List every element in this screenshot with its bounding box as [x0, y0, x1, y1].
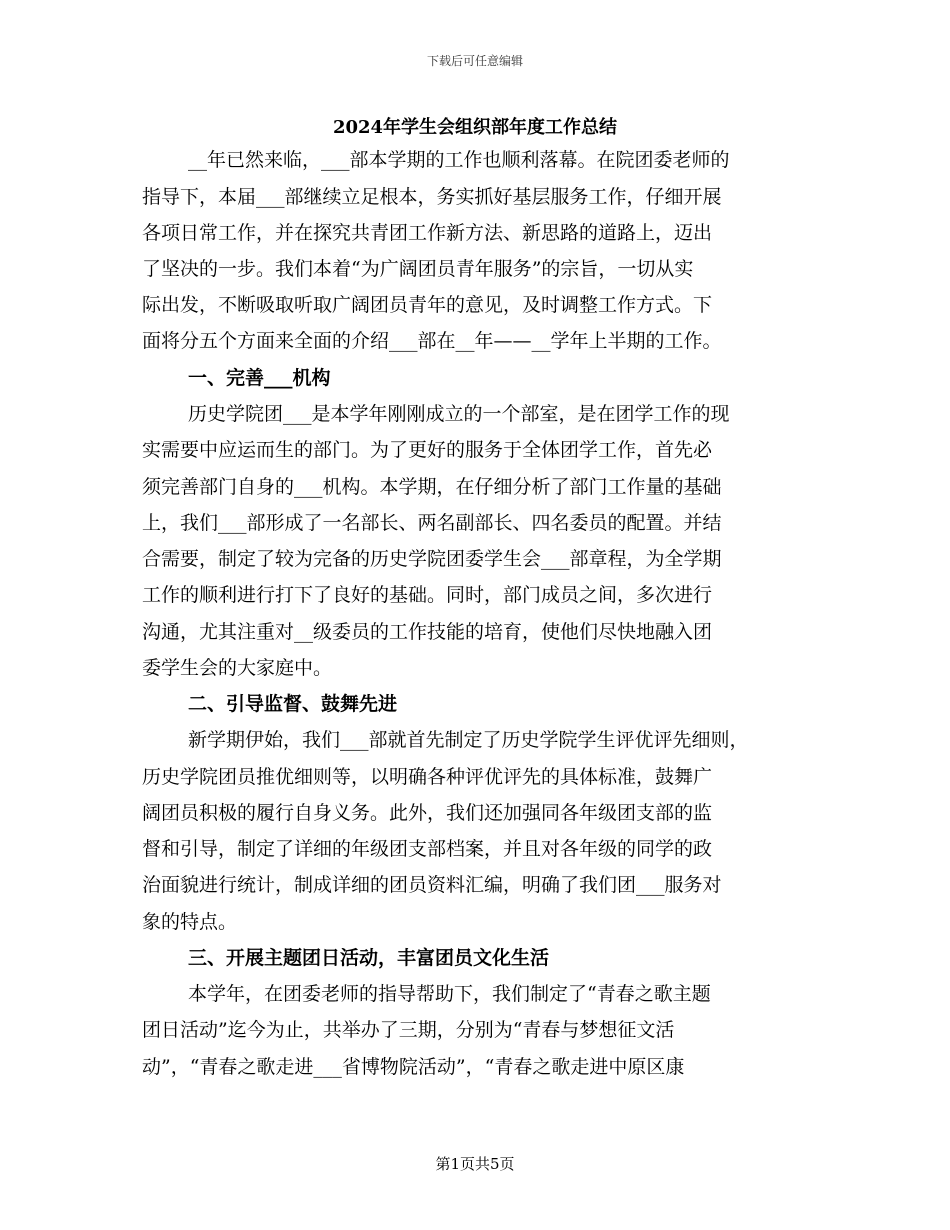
paragraph-line: 指导下，本届___部继续立足根本，务实抓好基层服务工作，仔细开展: [142, 186, 722, 208]
page-header: 下载后可任意编辑: [426, 54, 523, 68]
paragraph-line: 了坚决的一步。我们本着“为广阔团员青年服务”的宗旨，一切从实: [142, 258, 694, 280]
paragraph-line: 沟通，尤其注重对__级委员的工作技能的培育，使他们尽快地融入团: [142, 621, 713, 643]
paragraph-line: 象的特点。: [142, 911, 238, 933]
paragraph-line: 督和引导，制定了详细的年级团支部档案，并且对各年级的同学的政: [142, 838, 713, 860]
paragraph-line: 治面貌进行统计，制成详细的团员资料汇编，明确了我们团___服务对: [142, 874, 722, 896]
section-heading: 一、完善___机构: [188, 367, 331, 389]
paragraph-line: 阔团员积极的履行自身义务。此外，我们还加强同各年级团支部的监: [142, 802, 713, 824]
paragraph-line: 委学生会的大家庭中。: [142, 657, 333, 679]
paragraph-line: 合需要，制定了较为完备的历史学院团委学生会___部章程，为全学期: [142, 548, 722, 570]
paragraph-line: 动”，“青春之歌走进___省博物院活动”，“青春之歌走进中原区康: [142, 1056, 685, 1078]
paragraph-line: 上，我们___部形成了一名部长、两名副部长、四名委员的配置。并结: [142, 512, 722, 534]
paragraph-line: 历史学院团___是本学年刚刚成立的一个部室，是在团学工作的现: [188, 403, 730, 425]
paragraph-line: 工作的顺利进行打下了良好的基础。同时，部门成员之间，多次进行: [142, 584, 713, 606]
section-heading: 二、引导监督、鼓舞先进: [188, 693, 398, 715]
paragraph-line: 各项日常工作，并在探究共青团工作新方法、新思路的道路上，迈出: [142, 222, 713, 244]
page-footer: 第1页共5页: [435, 1155, 515, 1173]
paragraph-line: 新学期伊始，我们___部就首先制定了历史学院学生评优评先细则，: [188, 729, 749, 751]
paragraph-line: 面将分五个方面来全面的介绍___部在__年——__学年上半期的工作。: [142, 330, 722, 352]
paragraph-line: 历史学院团员推优细则等，以明确各种评优评先的具体标准，鼓舞广: [142, 766, 713, 788]
paragraph-line: __年已然来临，___部本学期的工作也顺利落幕。在院团委老师的: [188, 149, 730, 171]
section-heading: 三、开展主题团日活动，丰富团员文化生活: [188, 947, 550, 969]
paragraph-line: 团日活动”迄今为止，共举办了三期，分别为“青春与梦想征文活: [142, 1019, 675, 1041]
paragraph-line: 本学年，在团委老师的指导帮助下，我们制定了“青春之歌主题: [188, 983, 711, 1005]
paragraph-line: 须完善部门自身的___机构。本学期，在仔细分析了部门工作量的基础: [142, 476, 722, 498]
paragraph-line: 实需要中应运而生的部门。为了更好的服务于全体团学工作，首先必: [142, 439, 713, 461]
document-title: 2024年学生会组织部年度工作总结: [332, 117, 618, 138]
paragraph-line: 际出发，不断吸取听取广阔团员青年的意见，及时调整工作方式。下: [142, 294, 713, 316]
